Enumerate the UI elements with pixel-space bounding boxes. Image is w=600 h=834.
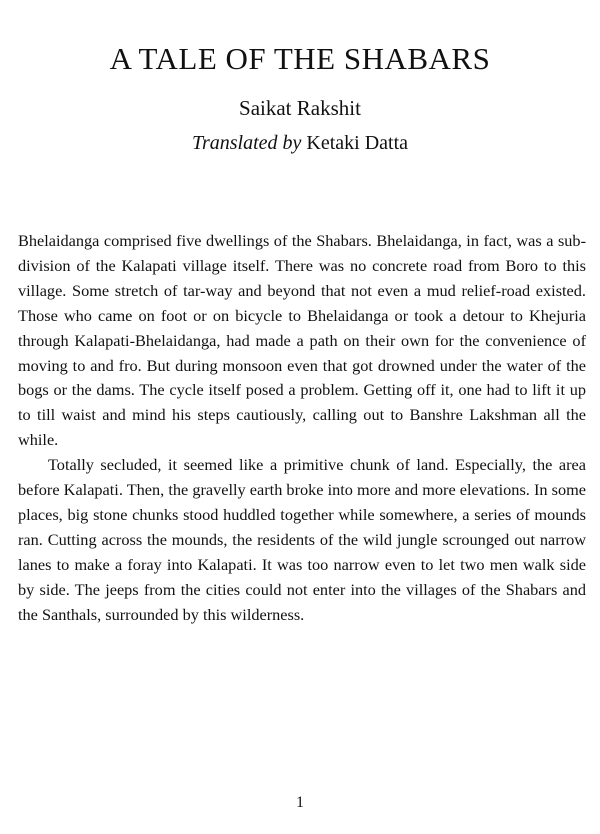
paragraph-1: Bhelaidanga comprised five dwellings of the Shabars. Bhelaidanga, in fact, was a sub-division of the Kalapati village itself. There was no concrete road from Boro to this village. Some stretch of tar-way and beyond that not even a mud relief-road existed. Those who came on foot or on bicycle to Bhelaidanga or took a detour to Khejuria through Kalapati-Bhelaidanga, had made a path on their own for the convenience of moving to and fro. But during monsoon even that got drowned under the water of the bogs or the dams. The cycle itself posed a problem. Getting off it, one had to lift it up to till waist and mind his steps cautiously, calling out to Banshre Lakshman all the while.	[18, 231, 586, 450]
translator-prefix: Translated by	[191, 132, 302, 154]
body-text	[18, 229, 586, 628]
paragraph-2: Totally secluded, it seemed like a primitive chunk of land. Especially, the area before Kalapati. Then, the gravelly earth broke into more and more elevations. In some places, big stone chunks stood huddled together while somewhere, a series of mounds ran. Cutting across the mounds, the residents of the wild jungle scrounged out narrow lanes to make a foray into Kalapati. It was too narrow even to let two men walk side by side. The jeeps from the cities could not enter into the villages of the Shabars and the Santhals, surrounded by this wilderness.	[18, 455, 586, 624]
chapter-title: A TALE OF THE SHABARS	[109, 41, 491, 76]
page-number: 1	[296, 794, 304, 811]
translator-credit	[0, 130, 600, 156]
translator-name: Ketaki Datta	[306, 132, 409, 154]
author-name: Saikat Rakshit	[239, 96, 361, 120]
